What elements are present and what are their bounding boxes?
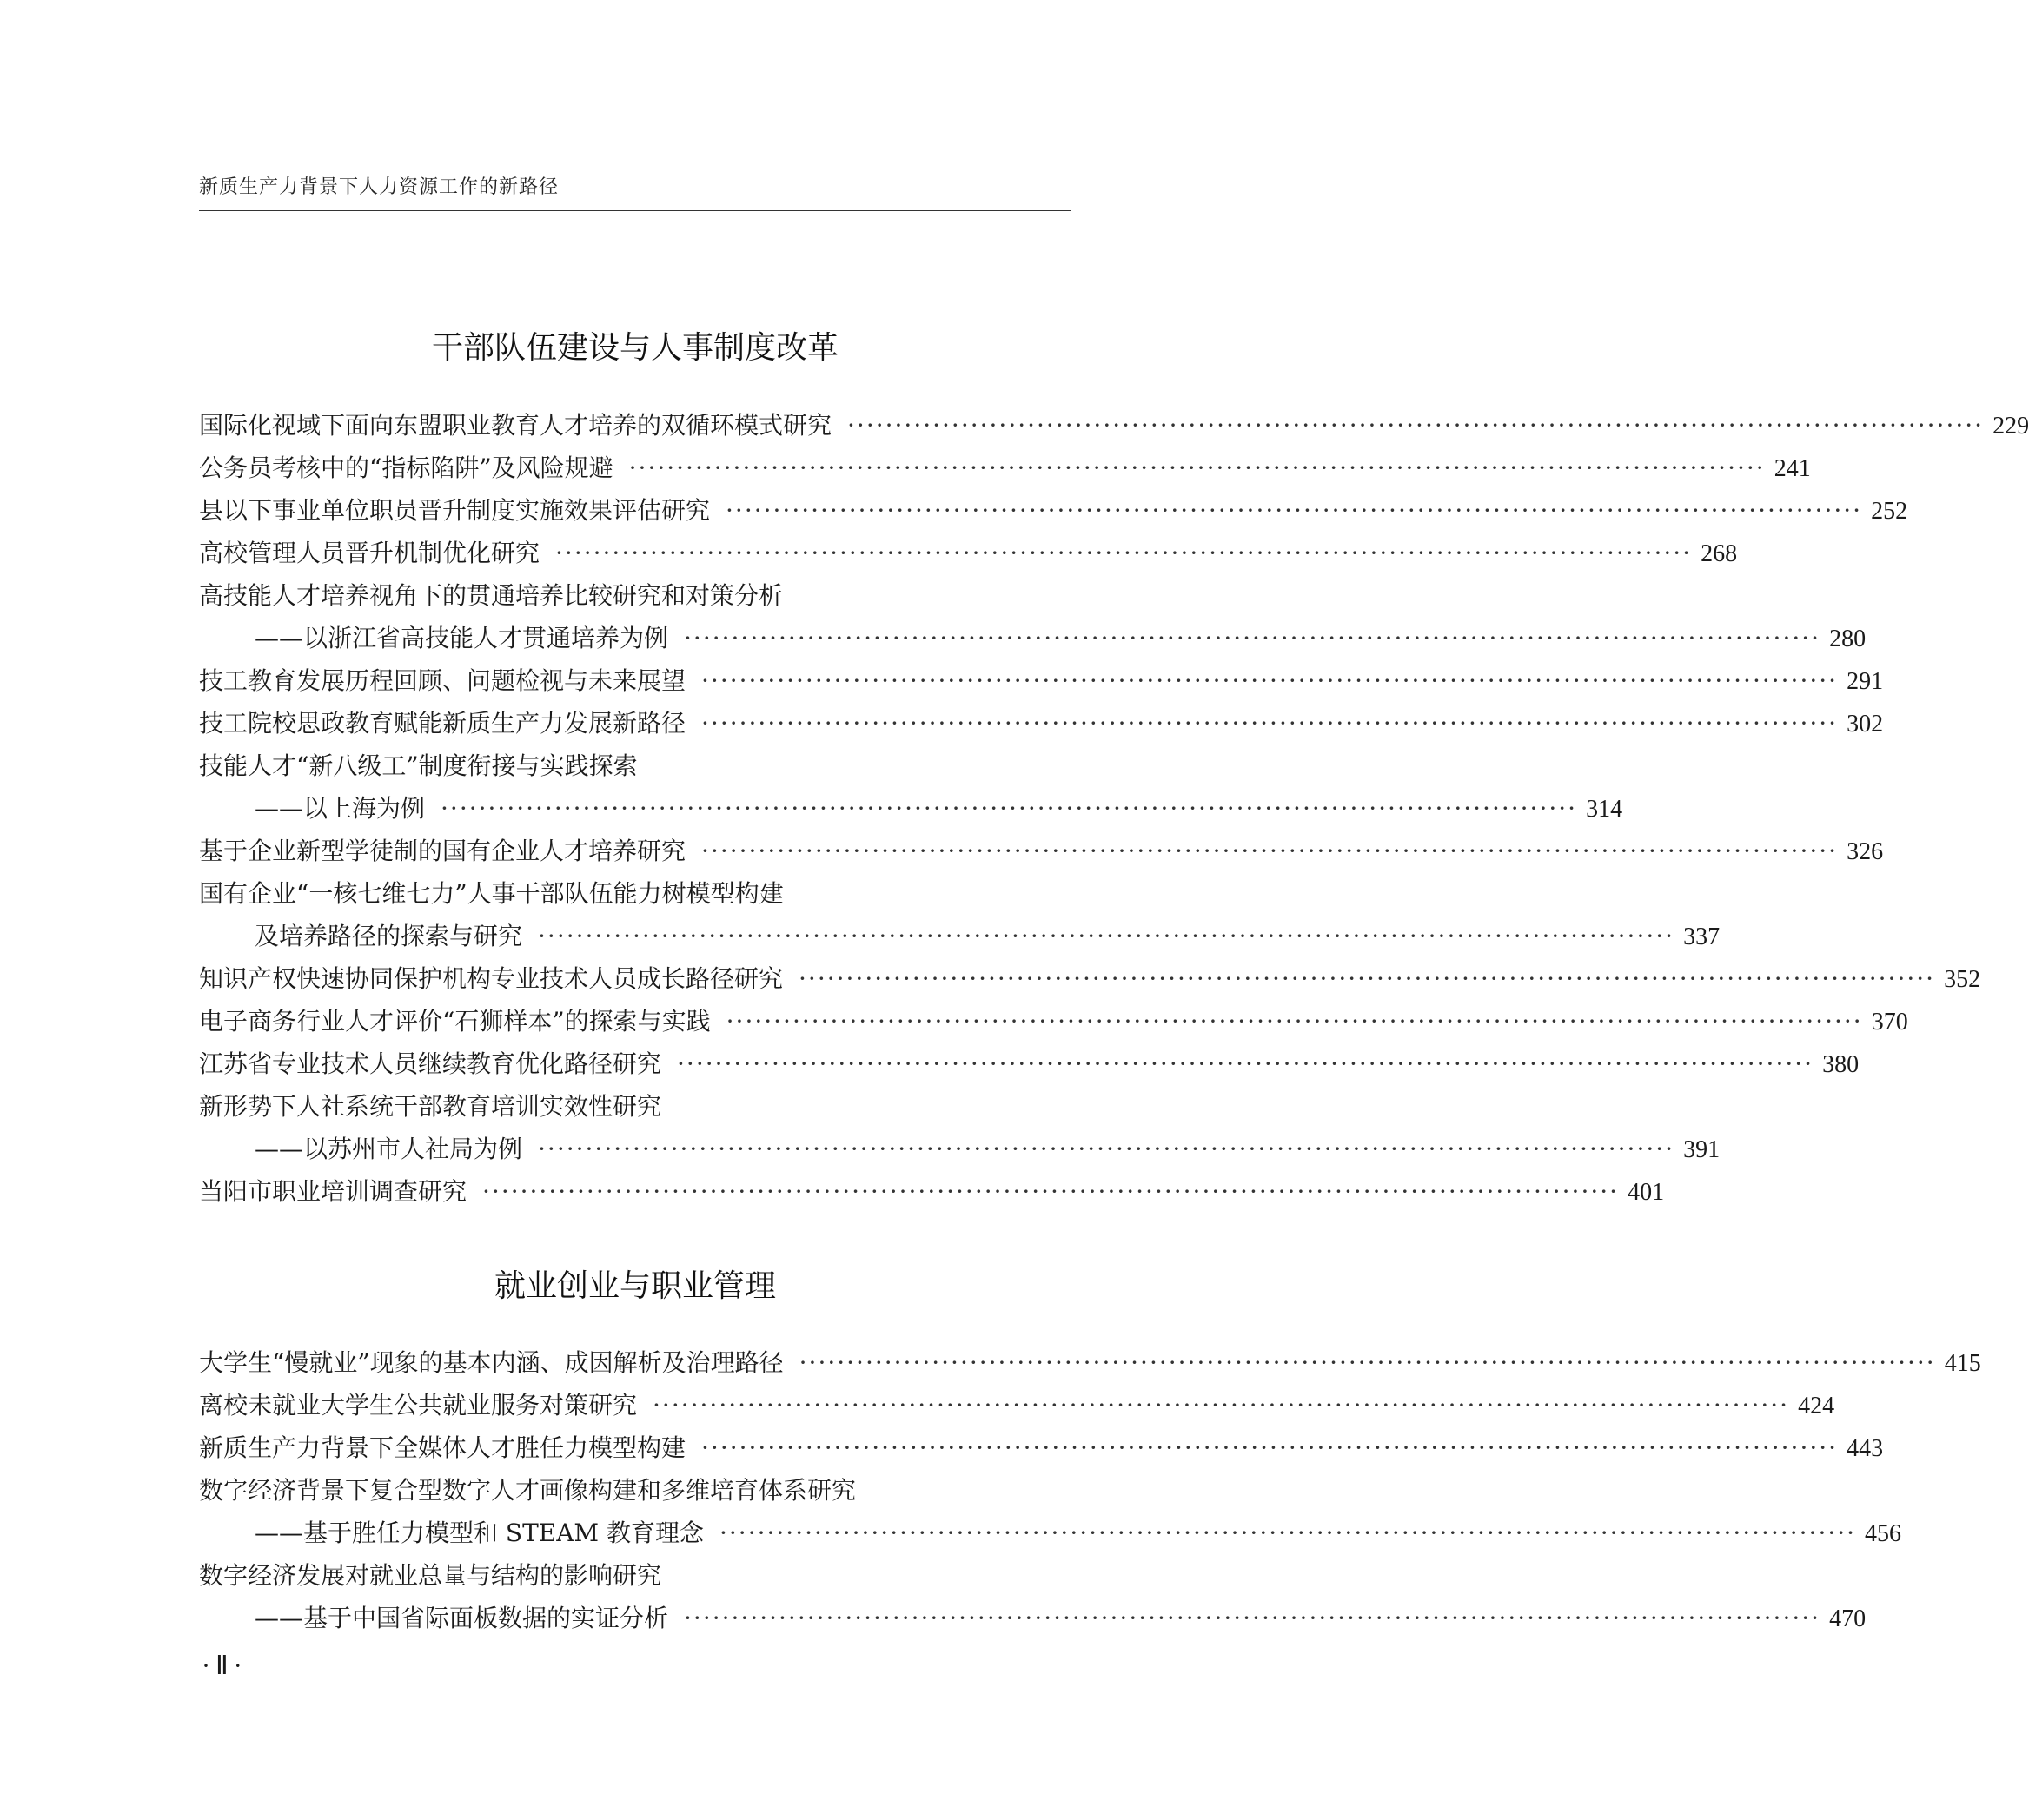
dot-leader: ························································································································ [653,1391,1790,1420]
toc-entry [199,1128,1721,1170]
toc-entry-title: 知识产权快速协同保护机构专业技术人员成长路径研究 [199,964,784,993]
toc-page-number: 401 [1628,1179,1665,1206]
toc-entry-title: 国际化视域下面向东盟职业教育人才培养的双循环模式研究 [199,411,832,440]
page-number: ·Ⅱ· [202,1651,248,1680]
dot-leader: ························································································································ [701,837,1839,865]
toc-entry-line [199,574,1071,617]
toc-entry-line [199,872,1071,915]
toc-entry-line [199,745,1071,787]
toc-entry-line [199,1085,1071,1128]
dot-leader: ························································································································ [719,1519,1857,1547]
toc-entry-title: 基于企业新型学徒制的国有企业人才培养研究 [199,837,686,865]
toc-entry [199,830,1884,872]
toc-entry [199,702,1884,745]
toc-page-number: 302 [1847,711,1884,738]
toc-page-number: 291 [1847,668,1884,695]
section-title-cadre-reform: 干部队伍建设与人事制度改革 [431,330,839,366]
toc-entry [199,404,2029,447]
dot-leader: ························································································································ [799,964,1936,993]
toc-entry-title: 数字经济发展对就业总量与结构的影响研究 [199,1561,662,1590]
toc-entry-title: 技工院校思政教育赋能新质生产力发展新路径 [199,709,686,738]
dot-leader: ························································································································ [847,411,1985,440]
toc-entry-title: 技能人才“新八级工”制度衔接与实践探索 [199,751,638,780]
toc-entry [199,1426,1884,1469]
toc-entry-title: 新形势下人社系统干部教育培训实效性研究 [199,1092,662,1121]
dot-leader: ························································································································ [441,794,1578,823]
toc-page-number: 470 [1829,1605,1867,1632]
toc-entry-title: ——以上海为例 [255,794,426,823]
toc-entry [199,1512,1902,1554]
toc-entry-title: 数字经济背景下复合型数字人才画像构建和多维培育体系研究 [199,1476,857,1505]
running-header: 新质生产力背景下人力资源工作的新路径 [199,176,560,198]
toc-page-number: 326 [1847,838,1884,865]
toc-entry-title: 公务员考核中的“指标陷阱”及风险规避 [199,453,613,482]
toc-entry-title: 高技能人才培养视角下的贯通培养比较研究和对策分析 [199,581,784,610]
dot-leader: ························································································································ [726,496,1863,525]
toc-entry [199,1597,1867,1639]
toc-entry [199,532,1738,574]
toc-entry-line [199,1469,1071,1512]
toc-entry-title: 技工教育发展历程回顾、问题检视与未来展望 [199,666,686,695]
toc-page-number: 241 [1774,455,1811,482]
toc-page-number: 280 [1829,625,1867,652]
toc-entry [199,617,1867,659]
dot-leader: ························································································································ [684,624,1821,652]
toc-entry [199,1384,1835,1426]
toc-page-number: 352 [1944,966,1981,993]
toc-entry-title: 及培养路径的探索与研究 [255,922,523,950]
toc-page-number: 314 [1586,796,1623,823]
toc-entry [199,1341,1981,1384]
toc-entry-line [199,1554,1071,1597]
header-rule [199,210,1071,211]
toc-page-number: 268 [1701,540,1738,567]
toc-entry [199,1000,1908,1042]
dot-leader: ························································································································ [701,1433,1839,1462]
toc-entry [199,1042,1860,1085]
section-title-employment: 就业创业与职业管理 [494,1268,776,1304]
toc-page-number: 415 [1944,1350,1981,1377]
dot-leader: ························································································································ [677,1049,1814,1078]
toc-page-number: 456 [1865,1520,1902,1547]
dot-leader: ························································································································ [628,453,1766,482]
toc-entry [199,787,1623,830]
toc-entry-title: 离校未就业大学生公共就业服务对策研究 [199,1391,638,1420]
toc-entry-title: 高校管理人员晋升机制优化研究 [199,539,540,567]
toc-entry-title: ——以浙江省高技能人才贯通培养为例 [255,624,669,652]
toc-page-number: 370 [1871,1009,1908,1036]
dot-leader: ························································································································ [701,709,1839,738]
toc-entry-title: 新质生产力背景下全媒体人才胜任力模型构建 [199,1433,686,1462]
toc-page-number: 380 [1822,1051,1860,1078]
toc-page-number: 391 [1683,1136,1721,1163]
toc-entry-title: ——基于胜任力模型和 STEAM 教育理念 [255,1519,704,1547]
toc-entry [199,1170,1665,1213]
toc-page-number: 252 [1871,498,1908,525]
dot-leader: ························································································································ [799,1348,1936,1377]
toc-entry [199,447,1811,489]
dot-leader: ························································································································ [538,1135,1675,1163]
toc-section-cadre-reform [199,404,2029,1213]
toc-section-employment [199,1341,1981,1639]
dot-leader: ························································································································ [684,1604,1821,1632]
toc-page-number: 443 [1847,1435,1884,1462]
toc-entry-title: 电子商务行业人才评价“石狮样本”的探索与实践 [199,1007,711,1036]
dot-leader: ························································································································ [482,1177,1620,1206]
toc-entry-title: 县以下事业单位职员晋升制度实施效果评估研究 [199,496,711,525]
toc-page-number: 229 [1993,413,2029,440]
toc-entry-title: ——以苏州市人社局为例 [255,1135,523,1163]
dot-leader: ························································································································ [538,922,1675,950]
dot-leader: ························································································································ [726,1007,1863,1036]
toc-entry-title: 大学生“慢就业”现象的基本内涵、成因解析及治理路径 [199,1348,784,1377]
toc-entry-title: 当阳市职业培训调查研究 [199,1177,467,1206]
dot-leader: ························································································································ [555,539,1693,567]
toc-entry-title: ——基于中国省际面板数据的实证分析 [255,1604,669,1632]
toc-entry-title: 国有企业“一核七维七力”人事干部队伍能力树模型构建 [199,879,784,908]
toc-entry [199,957,1981,1000]
toc-page-number: 424 [1798,1393,1835,1420]
toc-entry [199,915,1721,957]
toc-entry [199,659,1884,702]
dot-leader: ························································································································ [701,666,1839,695]
toc-page-number: 337 [1683,923,1721,950]
toc-entry [199,489,1908,532]
toc-entry-title: 江苏省专业技术人员继续教育优化路径研究 [199,1049,662,1078]
